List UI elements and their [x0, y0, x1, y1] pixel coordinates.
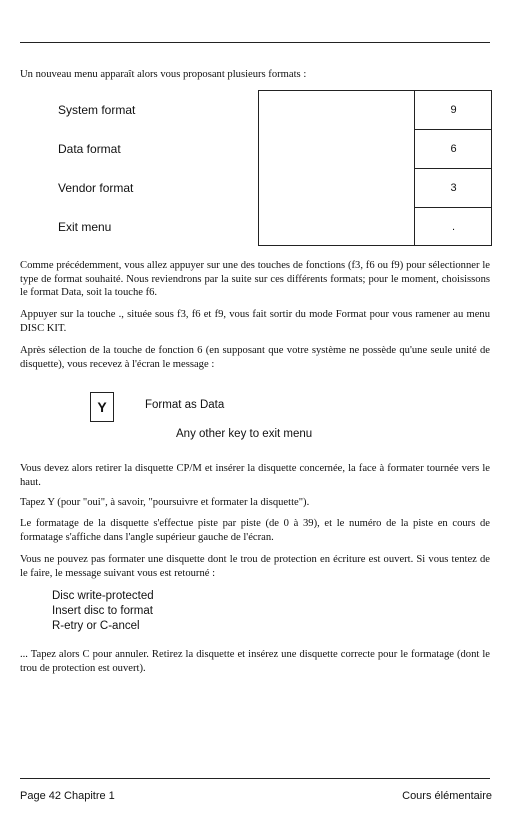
paragraph-7: Vous ne pouvez pas formater une disquette dont le trou de protection en écriture est ouvert. Si vous tentez de le faire, le message suivant vous est retourné :: [20, 554, 490, 579]
paragraph-8: ... Tapez alors C pour annuler. Retirez la disquette et insérez une disquette correcte pour le formatage (dont le trou de protection est ouvert).: [20, 649, 490, 674]
key-cell-vendor: 3: [414, 168, 492, 207]
format-as-data-message: Format as Data: [145, 399, 225, 411]
error-line-2: Insert disc to format: [52, 605, 153, 617]
y-key-box: Y: [90, 392, 114, 422]
footer-page: Page 42 Chapitre 1: [20, 790, 115, 802]
menu-label-system: System format: [58, 103, 136, 117]
exit-menu-message: Any other key to exit menu: [176, 428, 313, 440]
menu-label-vendor: Vendor format: [58, 181, 134, 195]
key-cell-data: 6: [414, 129, 492, 168]
key-cell-system: 9: [414, 90, 492, 129]
menu-label-exit: Exit menu: [58, 220, 112, 234]
top-rule: [20, 42, 490, 43]
paragraph-6: Le formatage de la disquette s'effectue piste par piste (de 0 à 39), et le numéro de la piste en cours de formatage s'affiche dans l'angle supérieur gauche de l'écran.: [20, 518, 490, 543]
footer-course: Cours élémentaire: [402, 790, 492, 802]
error-line-3: R-etry or C-ancel: [52, 620, 140, 632]
paragraph-5: Tapez Y (pour "oui", à savoir, "poursuivre et formater la disquette").: [20, 497, 310, 508]
bottom-rule: [20, 778, 490, 779]
paragraph-3: Après sélection de la touche de fonction 6 (en supposant que votre système ne possède qu'une seule unité de disquette), vous recevez à l'écran le message :: [20, 345, 490, 370]
intro-text: Un nouveau menu apparaît alors vous proposant plusieurs formats :: [20, 69, 307, 80]
paragraph-1: Comme précédemment, vous allez appuyer sur une des touches de fonctions (f3, f6 ou f9) pour sélectionner le type de format souhaité. Nous reviendrons par la suite sur ces différents formats; pour le moment, choisissons le format Data, soit la touche f6.: [20, 260, 490, 298]
paragraph-4: Vous devez alors retirer la disquette CP/M et insérer la disquette concernée, la face à formater tournée vers le haut.: [20, 463, 490, 488]
error-line-1: Disc write-protected: [52, 590, 154, 602]
paragraph-2: Appuyer sur la touche ., située sous f3, f6 et f9, vous fait sortir du mode Format pour vous ramener au menu DISC KIT.: [20, 309, 490, 334]
menu-label-data: Data format: [58, 142, 121, 156]
key-cell-exit: .: [414, 207, 492, 246]
